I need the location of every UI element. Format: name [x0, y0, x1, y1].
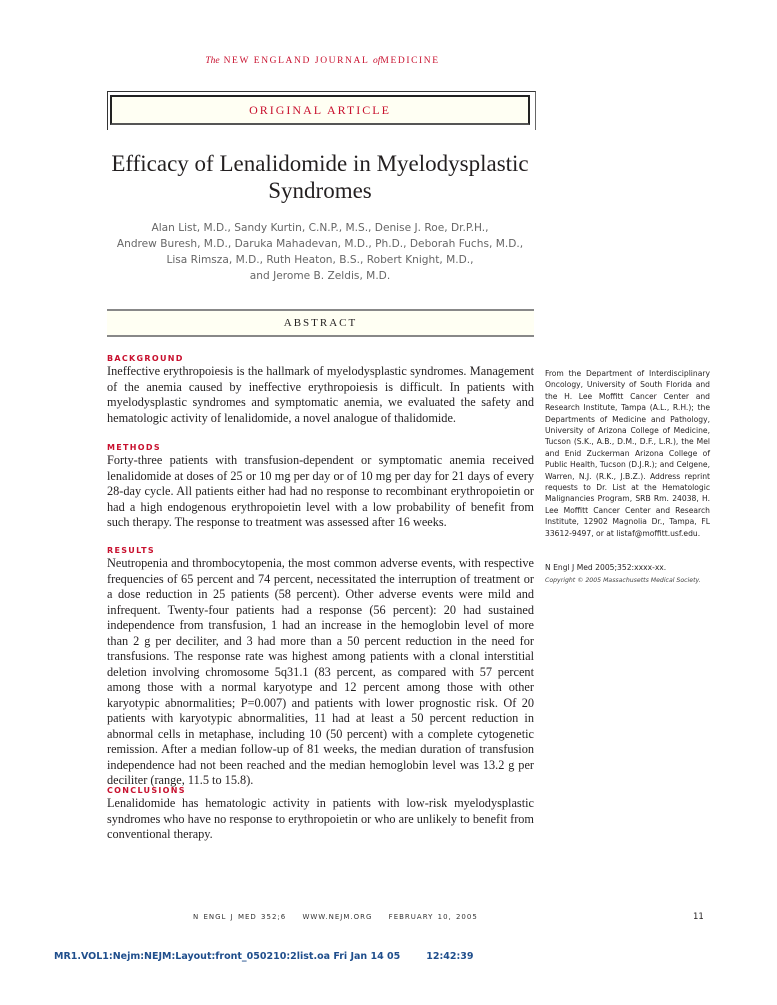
author-line: Andrew Buresh, M.D., Daruka Mahadevan, M.D., Ph.D., Deborah Fuchs, M.D.,	[116, 238, 524, 250]
article-type-label: ORIGINAL ARTICLE	[249, 103, 391, 117]
page-footer	[193, 913, 490, 921]
author-line: and Jerome B. Zeldis, M.D.	[249, 270, 391, 282]
methods-text: Forty-three patients with transfusion-dependent or symptomatic anemia received lenalidomide at doses of 25 or 10 mg per day or of 10 mg per day for 21 days of every 28-day cycle. All patients either had had no response to recombinant erythropoietin or had a high endogenous erythropoietin level with a low probability of benefit from such therapy. The response to treatment was assessed after 16 weeks.	[107, 453, 534, 529]
journal-header-name-1: NEW ENGLAND JOURNAL	[223, 56, 370, 66]
conclusions-heading: CONCLUSIONS	[107, 786, 186, 795]
background-text: Ineffective erythropoiesis is the hallmark of myelodysplastic syndromes. Management of the anemia caused by ineffective erythropoiesis is difficult. In patients with myelodysplastic syndromes and symptomatic anemia, we evaluated the safety and hematologic activity of lenalidomide, a novel analogue of thalidomide.	[107, 364, 534, 425]
results-heading: RESULTS	[107, 546, 155, 555]
methods-heading: METHODS	[107, 443, 161, 452]
author-line: Alan List, M.D., Sandy Kurtin, C.N.P., M.S., Denise J. Roe, Dr.P.H.,	[151, 222, 489, 234]
article-title: Efficacy of Lenalidomide in Myelodysplastic Syndromes	[111, 151, 529, 203]
production-slug	[54, 951, 473, 962]
journal-header	[0, 56, 645, 66]
author-line: Lisa Rimsza, M.D., Ruth Heaton, B.S., Robert Knight, M.D.,	[166, 254, 474, 266]
journal-header-connector: of	[373, 56, 381, 66]
citation: N Engl J Med 2005;352:xxxx-xx.	[545, 563, 667, 572]
footer-date: FEBRUARY 10, 2005	[388, 913, 478, 921]
abstract-heading: ABSTRACT	[283, 317, 358, 329]
author-list	[100, 220, 540, 284]
conclusions-text: Lenalidomide has hematologic activity in patients with low-risk myelodysplastic syndromes who have no response to erythropoietin or who are unlikely to benefit from conventional therapy.	[107, 796, 534, 841]
footer-journal-ref: N ENGL J MED 352;6	[193, 913, 287, 921]
copyright-notice: Copyright © 2005 Massachusetts Medical Society.	[545, 577, 701, 584]
journal-header-prefix: The	[205, 56, 220, 66]
background-heading: BACKGROUND	[107, 354, 184, 363]
slug-time: 12:42:39	[426, 951, 474, 962]
results-text: Neutropenia and thrombocytopenia, the most common adverse events, with respective frequencies of 65 percent and 74 percent, necessitated the interruption of treatment or a dose reduction in 25 patients (58 percent). Other adverse events were mild and infrequent. Twenty-four patients had a response (56 percent): 20 had sustained independence from transfusion, 1 had an increase in the hemoglobin level of more than 2 g per deciliter, and 3 had more than a 50 percent reduction in the need for transfusions. The response rate was highest among patients with a clonal interstitial deletion involving chromosome 5q31.1 (83 percent, as compared with 57 percent among those with a normal karyotype and 12 percent among those with other karyotypic abnormalities; P=0.007) and patients with lower prognostic risk. Of 20 patients with karyotypic abnormalities, 11 had at least a 50 percent reduction in abnormal cells in metaphase, including 10 (50 percent) with a complete cytogenetic remission. After a median follow-up of 81 weeks, the median duration of transfusion independence had not been reached and the median hemoglobin level was 13.2 g per deciliter (range, 11.5 to 15.8).	[107, 556, 534, 787]
slug-file-info: MR1.VOL1:Nejm:NEJM:Layout:front_050210:2list.oa Fri Jan 14 05	[54, 951, 401, 962]
journal-header-name-2: MEDICINE	[380, 56, 440, 66]
author-affiliations: From the Department of Interdisciplinary Oncology, University of South Florida and the H. Lee Moffitt Cancer Center and Research Institute, Tampa (A.L., R.H.); the Departments of Medicine and Pathology, University of Arizona College of Medicine, Tucson (S.K., A.B., D.M., D.F., L.R.), the Mel and Enid Zuckerman Arizona College of Public Health, Tucson (D.J.R.); and Celgene, Warren, N.J. (R.K., J.B.Z.). Address reprint requests to Dr. List at the Hematologic Malignancies Program, SRB Rm. 24038, H. Lee Moffitt Cancer Center and Research Institute, 12902 Magnolia Dr., Tampa, FL 33612-9497, or at listaf@moffitt.usf.edu.	[545, 369, 710, 538]
footer-website: WWW.NEJM.ORG	[302, 913, 373, 921]
page-number: 11	[693, 912, 704, 922]
